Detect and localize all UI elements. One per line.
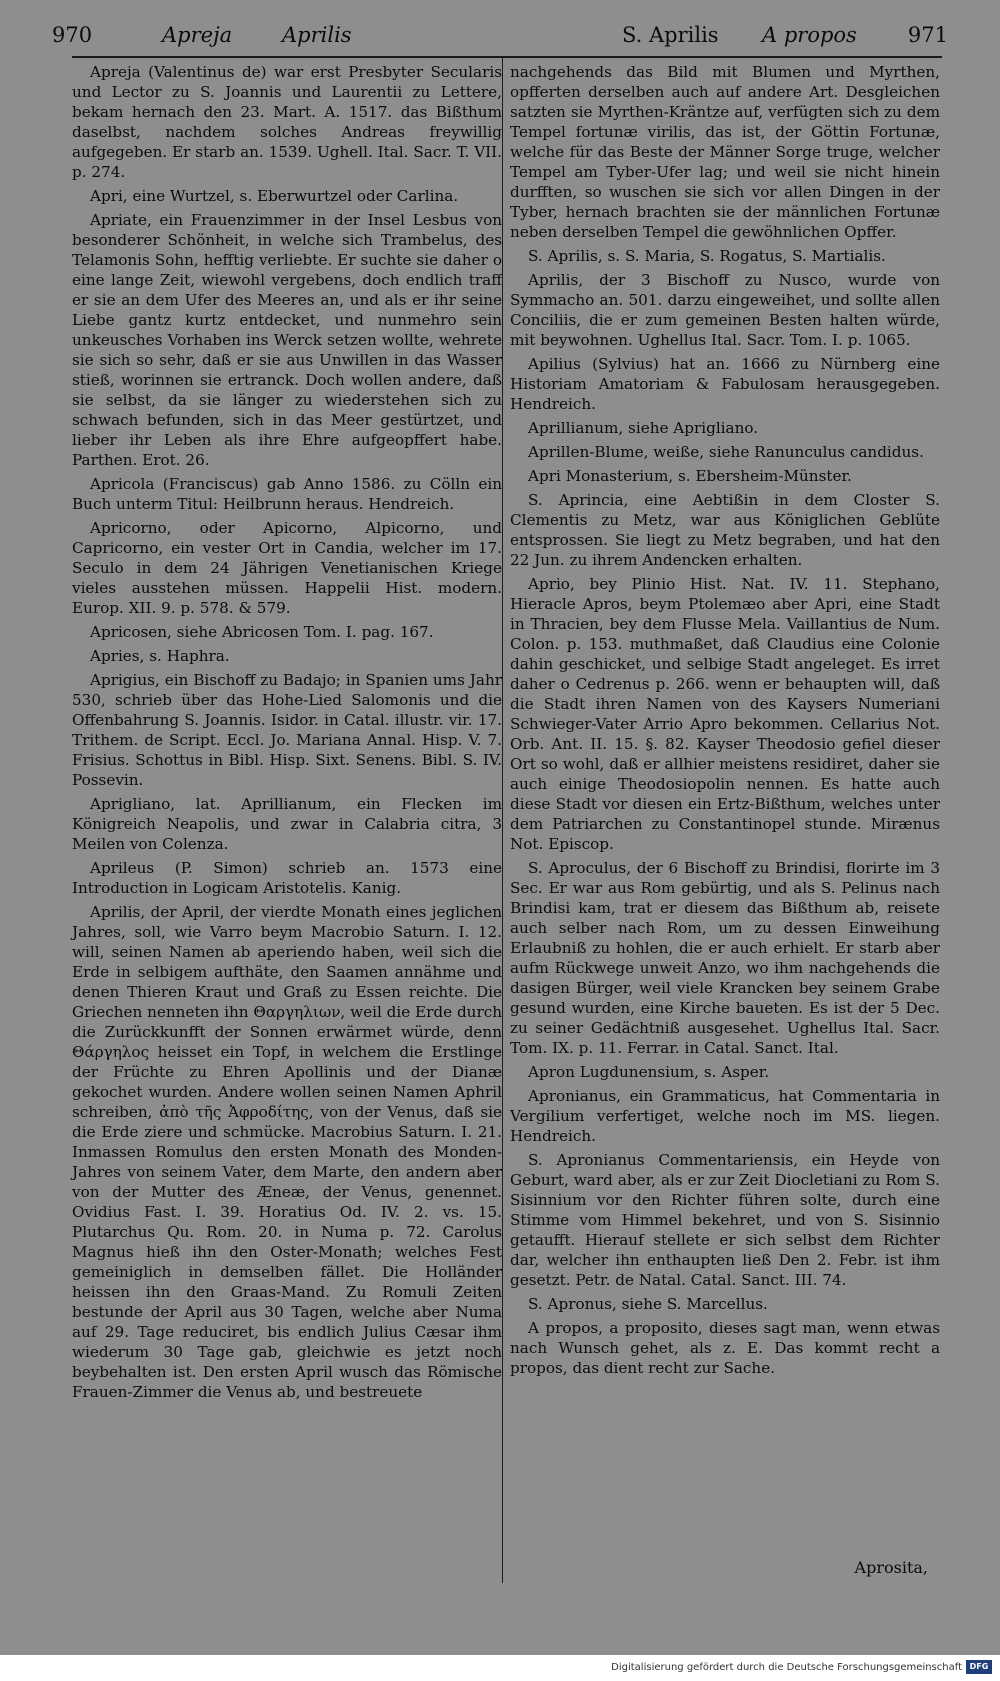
left-column-entry: Apricola (Franciscus) gab Anno 1586. zu Cölln ein Buch unterm Titul: Heilbrunn heraus. Hendreich. <box>72 475 502 513</box>
right-column-entry: Aprillen-Blume, weiße, siehe Ranunculus candidus. <box>528 443 924 461</box>
running-head-right-1: S. Aprilis <box>622 23 719 47</box>
header-rule <box>72 56 942 58</box>
right-column-entry: S. Apronianus Commentariensis, ein Heyde von Geburt, ward aber, als er zur Zeit Diocletiani zu Rom S. Sisinnium vor den Richter führen solte, durch eine Stimme vom Himmel bekehret, und von S. Sisinnio getaufft. Hierauf stellete er sich selbst dem Richter dar, welcher ihn enthaupten ließ Den 2. Febr. ist ihm gesetzt. Petr. de Natal. Catal. Sanct. III. 74. <box>510 1151 940 1289</box>
left-column-entry: Aprigius, ein Bischoff zu Badajo; in Spanien ums Jahr 530, schrieb über das Hohe-Lied Salomonis und die Offenbahrung S. Joannis. Isidor. in Catal. illustr. vir. 17. Trithem. de Script. Eccl. Jo. Mariana Annal. Hisp. V. 7. Frisius. Schottus in Bibl. Hisp. Sixt. Senens. Bibl. S. IV. Possevin. <box>72 671 502 789</box>
right-column-entry: S. Aprilis, s. S. Maria, S. Rogatus, S. Martialis. <box>528 247 886 265</box>
left-column-entry: Apries, s. Haphra. <box>90 647 230 665</box>
right-column <box>510 62 940 1582</box>
catchword: Aprosita, <box>854 1558 928 1577</box>
left-column-entry: Aprigliano, lat. Aprillianum, ein Flecken im Königreich Neapolis, und zwar in Calabria citra, 3 Meilen von Colenza. <box>72 795 502 853</box>
right-column-entry: Apron Lugdunensium, s. Asper. <box>528 1063 770 1081</box>
right-column-entry: nachgehends das Bild mit Blumen und Myrthen, opfferten derselben auch auf andere Art. Desgleichen satzten sie Myrthen-Kräntze auf, verfügten sich zu dem Tempel fortunæ virilis, das ist, der Göttin Fortunæ, welche für das Beste der Männer Sorge truge, welcher Tempel am Tyber-Ufer lag; und weil sie nicht hinein durfften, so wuschen sie sich vor allen Dingen in der Tyber, hernach brachten sie der männlichen Fortunæ neben derselben Tempel die gewöhnlichen Opffer. <box>510 63 940 241</box>
right-column-entry: S. Aproculus, der 6 Bischoff zu Brindisi, florirte im 3 Sec. Er war aus Rom gebürtig, und als S. Pelinus nach Brindisi kam, trat er diesem das Bißthum ab, reisete auch selber nach Rom, um zu dessen Einweihung Erlaubniß zu hohlen, die er auch erhielt. Er starb aber aufm Rückwege unweit Anzo, wo ihm nachgehends die dasigen Bürger, weil viele Krancken bey seinem Grabe gesund wurden, eine Kirche baueten. Es ist der 5 Dec. zu seiner Gedächtniß ausgesehet. Ughellus Ital. Sacr. Tom. IX. p. 11. Ferrar. in Catal. Sanct. Ital. <box>510 859 940 1057</box>
left-column-entry: Aprilis, der April, der vierdte Monath eines jeglichen Jahres, soll, wie Varro beym Macrobio Saturn. I. 12. will, seinen Namen ab aperiendo haben, weil sich die Erde in selbigem aufthäte, den Saamen annähme und denen Thieren Kraut und Graß zu Essen reichte. Die Griechen nenneten ihn Θαργηλιων, weil die Erde durch die Zurückkunfft der Sonnen erwärmet würde, denn Θάργηλος heisset ein Topf, in welchem die Erstlinge der Früchte zu Ehren Apollinis und der Dianæ gekochet wurden. Andere wollen seinen Namen Aphril schreiben, ἀπὸ τῆς Ἀφροδίτης, von der Venus, daß sie die Erde ziere und schmücke. Macrobius Saturn. I. 21. Inmassen Romulus den ersten Monath des Monden-Jahres von seinem Vater, dem Marte, den andern aber von der Mutter des Æneæ, der Venus, genennet. Ovidius Fast. I. 39. Horatius Od. IV. 2. vs. 15. Plutarchus Qu. Rom. 20. in Numa p. 72. Carolus Magnus hieß ihn den Oster-Monath; welches Fest gemeiniglich in demselben fället. Die Holländer heissen ihn den Graas-Mand. Zu Romuli Zeiten bestunde der April aus 30 Tagen, welche aber Numa auf 29. Tage reduciret, bis endlich Julius Cæsar ihm wiederum 30 Tage gab, gleichwie es jetzt noch beybehalten ist. Den ersten April wusch das Römische Frauen-Zimmer die Venus ab, und bestreuete <box>72 903 502 1401</box>
right-column-entry: Aprio, bey Plinio Hist. Nat. IV. 11. Stephano, Hieracle Apros, beym Ptolemæo aber Apri, eine Stadt in Thracien, bey dem Flusse Mela. Vaillantius de Num. Colon. p. 153. muthmaßet, daß Claudius eine Colonie dahin geschicket, und selbige Stadt angeleget. Es irret daher o Cedrenus p. 266. wenn er behaupten will, daß die Stadt ihren Namen von des Kaysers Numeriani Schwieger-Vater Arrio Apro bekommen. Cellarius Not. Orb. Ant. II. 15. §. 82. Kayser Theodosio gefiel dieser Ort so wohl, daß er allhier meistens residiret, daher sie auch einige Theodosiopolin nennen. Es hatte auch diese Stadt vor diesen ein Ertz-Bißthum, welches unter dem Patriarchen zu Constantinopel stunde. Mirænus Not. Episcop. <box>510 575 940 853</box>
right-column-entry: Apilius (Sylvius) hat an. 1666 zu Nürnberg eine Historiam Amatoriam & Fabulosam herausgegeben. Hendreich. <box>510 355 940 413</box>
right-column-entry: S. Aprincia, eine Aebtißin in dem Closter S. Clementis zu Metz, war aus Königlichen Geblüte entsprossen. Sie liegt zu Metz begraben, und hat den 22 Jun. zu ihrem Andencken erhalten. <box>510 491 940 569</box>
left-column-entry: Apricosen, siehe Abricosen Tom. I. pag. 167. <box>90 623 434 641</box>
right-column-entry: Apronianus, ein Grammaticus, hat Commentaria in Vergilium verfertiget, welche noch im MS. liegen. Hendreich. <box>510 1087 940 1145</box>
left-column-entry: Apri, eine Wurtzel, s. Eberwurtzel oder Carlina. <box>90 187 459 205</box>
right-column-entry: Aprilis, der 3 Bischoff zu Nusco, wurde von Symmacho an. 501. darzu eingeweihet, und sollte allen Conciliis, die er zum gemeinen Besten halten würde, mit beywohnen. Ughellus Ital. Sacr. Tom. I. p. 1065. <box>510 271 940 349</box>
column-divider <box>502 58 503 1583</box>
digitization-credit: Digitalisierung gefördert durch die Deutsche Forschungsgemeinschaft <box>611 1662 962 1673</box>
right-column-entry: Aprillianum, siehe Aprigliano. <box>528 419 759 437</box>
dfg-logo-icon: DFG <box>966 1660 992 1674</box>
page-number-left: 970 <box>52 23 93 47</box>
left-column-entry: Apreja (Valentinus de) war erst Presbyter Secularis und Lector zu S. Joannis und Laurentii zu Lettere, bekam hernach den 23. Mart. A. 1517. das Bißthum daselbst, nachdem solches Andreas freywillig aufgegeben. Er starb an. 1539. Ughell. Ital. Sacr. T. VII. p. 274. <box>72 63 502 181</box>
page-header <box>52 18 948 52</box>
right-column-entry: Apri Monasterium, s. Ebersheim-Münster. <box>528 467 852 485</box>
right-column-entry: A propos, a proposito, dieses sagt man, wenn etwas nach Wunsch gehet, als z. E. Das kommt recht a propos, das dient recht zur Sache. <box>510 1319 940 1377</box>
left-column-entry: Aprileus (P. Simon) schrieb an. 1573 eine Introduction in Logicam Aristotelis. Kanig. <box>72 859 502 897</box>
running-head-left-1: Apreja <box>162 23 233 47</box>
left-column <box>72 62 502 1582</box>
right-column-entry: S. Apronus, siehe S. Marcellus. <box>528 1295 768 1313</box>
left-column-entry: Apriate, ein Frauenzimmer in der Insel Lesbus von besonderer Schönheit, in welche sich Trambelus, des Telamonis Sohn, hefftig verliebte. Er suchte sie daher o eine lange Zeit, wiewohl vergebens, doch endlich traff er sie an dem Ufer des Meeres an, und als er ihr seine Liebe gantz kurtz entdecket, und nunmehro sein unkeusches Vorhaben ins Werck setzen wollte, wehrete sie sich so sehr, daß er sie aus Unwillen in das Wasser stieß, worinnen sie ertranck. Doch wollen andere, daß sie selbst, da sie länger zu wiederstehen sich zu schwach befunden, sich in das Meer gestürtzet, und lieber ihr Leben als ihre Ehre aufgeopffert habe. Parthen. Erot. 26. <box>72 211 502 469</box>
left-column-entry: Apricorno, oder Apicorno, Alpicorno, und Capricorno, ein vester Ort in Candia, welcher im 17. Seculo in dem 24 Jährigen Venetianischen Kriege vieles ausstehen müssen. Happelii Hist. modern. Europ. XII. 9. p. 578. & 579. <box>72 519 502 617</box>
page-number-right: 971 <box>907 23 948 47</box>
running-head-left-2: Aprilis <box>282 23 352 47</box>
running-head-right-2: A propos <box>762 23 857 47</box>
